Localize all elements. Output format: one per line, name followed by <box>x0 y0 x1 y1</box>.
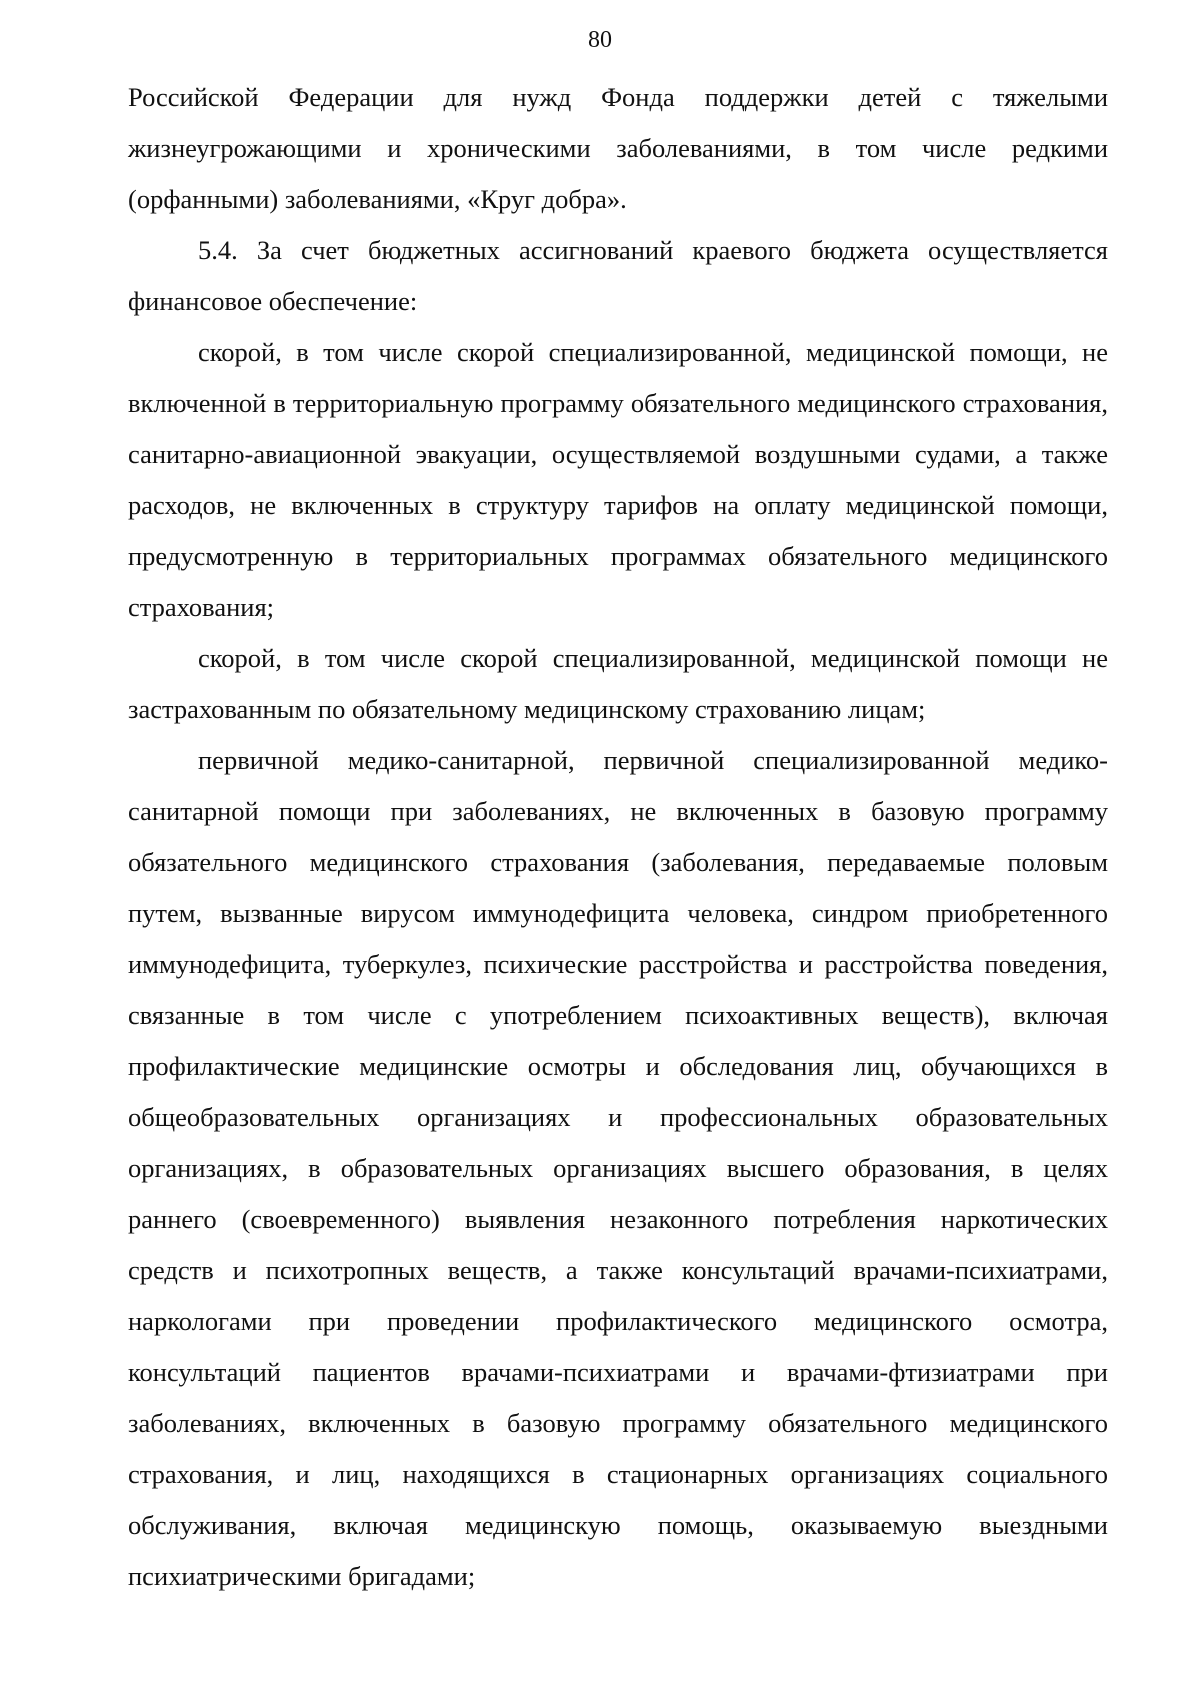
paragraph-continuation: Российской Федерации для нужд Фонда поддержки детей с тяжелыми жизнеугрожающими и хроническими заболеваниями, в том числе редкими (орфанными) заболеваниями, «Круг добра». <box>128 82 1108 214</box>
paragraph-emergency-care: скорой, в том числе скорой специализированной, медицинской помощи, не включенной в территориальную программу обязательного медицинского страхования, санитарно-авиационной эвакуации, осуществляемой воздушными судами, а также расходов, не включенных в структуру тарифов на оплату медицинской помощи, предусмотренную в территориальных программах обязательного медицинского страхования; <box>128 337 1108 622</box>
paragraph-uninsured-emergency-care: скорой, в том числе скорой специализированной, медицинской помощи не застрахованным по обязательному медицинскому страхованию лицам; <box>128 643 1108 724</box>
document-body <box>128 72 1108 1602</box>
page-number: 80 <box>588 27 612 53</box>
paragraph-clause-5-4: 5.4. За счет бюджетных ассигнований краевого бюджета осуществляется финансовое обеспечение: <box>128 235 1108 316</box>
paragraph-primary-care: первичной медико-санитарной, первичной специализированной медико-санитарной помощи при заболеваниях, не включенных в базовую программу обязательного медицинского страхования (заболевания, передаваемые половым путем, вызванные вирусом иммунодефицита человека, синдром приобретенного иммунодефицита, туберкулез, психические расстройства и расстройства поведения, связанные в том числе с употреблением психоактивных веществ), включая профилактические медицинские осмотры и обследования лиц, обучающихся в общеобразовательных организациях и профессиональных образовательных организациях, в образовательных организациях высшего образования, в целях раннего (своевременного) выявления незаконного потребления наркотических средств и психотропных веществ, а также консультаций врачами-психиатрами, наркологами при проведении профилактического медицинского осмотра, консультаций пациентов врачами-психиатрами и врачами-фтизиатрами при заболеваниях, включенных в базовую программу обязательного медицинского страхования, и лиц, находящихся в стационарных организациях социального обслуживания, включая медицинскую помощь, оказываемую выездными психиатрическими бригадами; <box>128 745 1108 1591</box>
